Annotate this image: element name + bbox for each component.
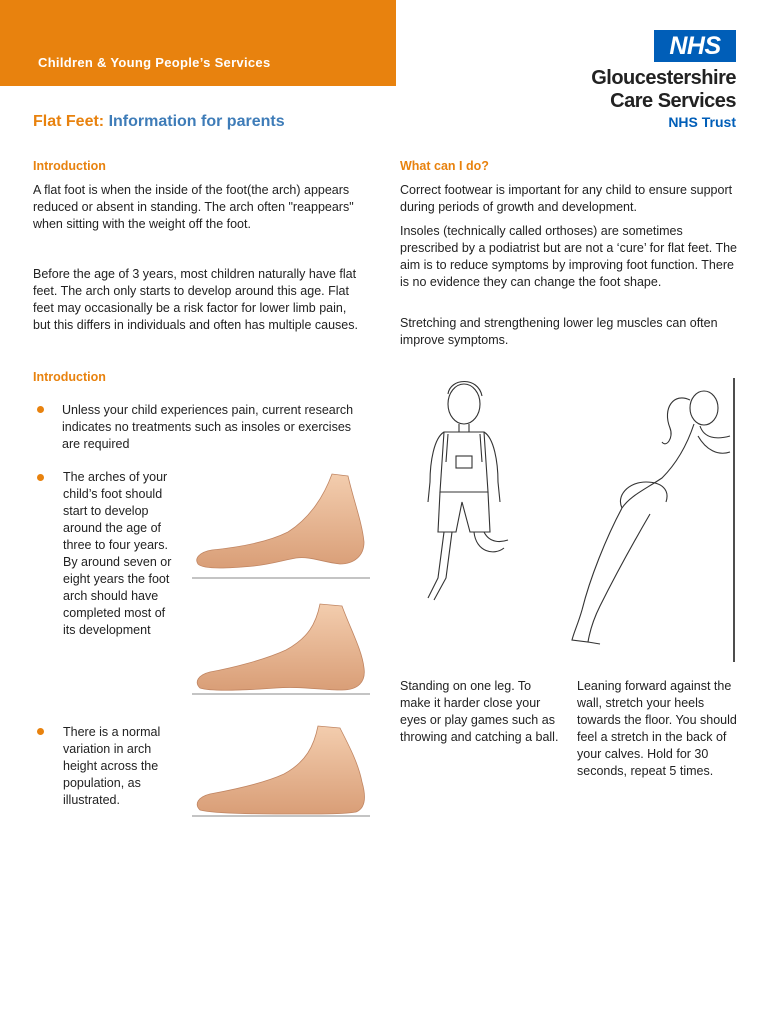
org-trust: NHS Trust [668,114,736,130]
banner-text: Children & Young People’s Services [38,55,271,70]
title-part1: Flat Feet: [33,113,105,130]
exercise-illustration-one-leg [404,372,524,612]
title-part2: Information for parents [108,113,285,130]
exercise-illustration-wall-stretch [566,378,740,662]
bullet-item-2: The arches of your child’s foot should start to develop around the age of three to four years. By around seven or eight years the foot arch should have completed most of its development [63,470,172,637]
nhs-logo [566,30,736,130]
right-paragraph-1: Correct footwear is important for any child to ensure support during periods of growth and development. [400,183,733,214]
bullet-dot [37,474,44,481]
caption-one-leg: Standing on one leg. To make it harder close your eyes or play games such as throwing and catching a ball. [400,679,559,744]
right-paragraph-3: Stretching and strengthening lower leg muscles can often improve symptoms. [400,316,718,347]
intro-paragraph-2: Before the age of 3 years, most children naturally have flat feet. The arch only starts to develop around this age. Flat feet may occasionally be a risk factor for lower limb pain, but this differs in individuals and often has multiple causes. [33,267,358,332]
nhs-logo-box: NHS [654,30,736,62]
page-title [33,113,285,131]
bullet-dot [37,728,44,735]
section-heading-what-can-i-do: What can I do? [400,159,489,173]
bullet-item-1: Unless your child experiences pain, current research indicates no treatments such as insoles or exercises are required [62,403,354,451]
header-banner [0,0,396,86]
caption-wall-stretch: Leaning forward against the wall, stretch your heels towards the floor. You should feel a stretch in the back of your calves. Hold for 30 seconds, repeat 5 times. [577,679,737,778]
section-heading-introduction: Introduction [33,159,106,173]
foot-illustration-flat-foot [192,722,370,820]
org-name-line1: Gloucestershire [591,67,736,89]
intro-paragraph-1: A flat foot is when the inside of the foot(the arch) appears reduced or absent in standing. The arch often "reappears" when sitting with the weight off the foot. [33,183,354,231]
bullet-item-3: There is a normal variation in arch height across the population, as illustrated. [63,725,161,807]
foot-illustration-normal-arch [192,598,370,698]
foot-illustration-high-arch [192,466,370,582]
right-paragraph-2: Insoles (technically called orthoses) are sometimes prescribed by a podiatrist but are not a ‘cure’ for flat feet. The aim is to reduce symptoms by improving foot function. There is no evidence they can change the foot shape. [400,224,737,289]
org-name-line2: Care Services [610,90,736,112]
section-heading-introduction-2: Introduction [33,370,106,384]
bullet-dot [37,406,44,413]
